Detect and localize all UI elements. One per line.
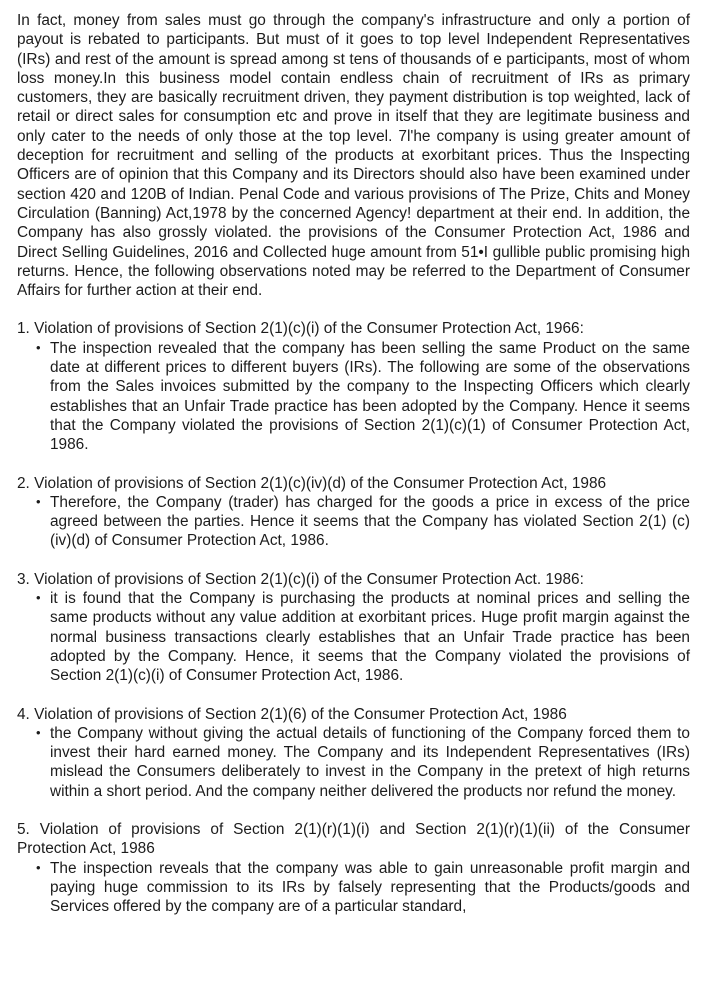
section-3-heading: 3. Violation of provisions of Section 2(1)(c)(i) of the Consumer Protection Act. 1986:	[17, 570, 584, 588]
section-1-heading: 1. Violation of provisions of Section 2(1)(c)(i) of the Consumer Protection Act, 1966:	[17, 320, 584, 338]
section-2-heading: 2. Violation of provisions of Section 2(1)(c)(iv)(d) of the Consumer Protection Act, 1986	[17, 474, 607, 492]
section-2-bullet: • Therefore, the Company (trader) has charged for the goods a price in excess of the price agreed between the parties. Hence it seems that the Company has violated Section 2(1) (c) (iv)(d) of Consumer Protection Act, 1986.	[17, 493, 690, 551]
section-5-bullet-list	[17, 859, 690, 917]
section-4-heading: 4. Violation of provisions of Section 2(1)(6) of the Consumer Protection Act, 1986	[17, 705, 567, 723]
section-1-bullet: • The inspection revealed that the company has been selling the same Product on the same date at different prices to different buyers (IRs). The following are some of the observations from the Sales invoices submitted by the company to the Inspecting Officers which clearly establishes that an Unfair Trade practice has been adopted by the Company. Hence it seems that the Company violated the provisions of Section 2(1)(c)(1) of Consumer Protection Act, 1986.	[17, 339, 690, 455]
violation-section-1	[17, 319, 690, 454]
violation-section-5	[17, 820, 690, 916]
section-3-bullet-list	[17, 589, 690, 685]
violation-section-4	[17, 705, 690, 801]
section-4-bullet-list	[17, 724, 690, 801]
section-5-bullet: • The inspection reveals that the company was able to gain unreasonable profit margin and paying huge commission to its IRs by falsely representing that the Products/goods and Services offered by the company are of a particular standard,	[17, 859, 690, 917]
intro-paragraph: In fact, money from sales must go through the company's infrastructure and only a portion of payout is rebated to participants. But must of it goes to top level Independent Representatives (IRs) and rest of the amount is spread among st tens of thousands of e participants, most of whom loss money.In this business model contain endless chain of recruitment of IRs as primary customers, they are basically recruitment driven, they payment distribution is top weighted, lack of retail or direct sales for consumption etc and prove in itself that they are legitimate business and only cater to the needs of only those at the top level. 7l'he company is using greater amount of deception for recruitment and selling of the products at exorbitant prices. Thus the Inspecting Officers are of opinion that this Company and its Directors should also have been examined under section 420 and 120B of Indian. Penal Code and various provisions of The Prize, Chits and Money Circulation (Banning) Act,1978 by the concerned Agency! department at their end. In addition, the Company has also grossly violated. the provisions of the Consumer Protection Act, 1986 and Direct Selling Guidelines, 2016 and Collected huge amount from 51•I gullible public promising high returns. Hence, the following observations noted may be referred to the Department of Consumer Affairs for further action at their end.	[17, 12, 690, 300]
section-3-bullet: • it is found that the Company is purchasing the products at nominal prices and selling the same products without any value addition at exorbitant prices. Huge profit margin against the normal business transactions clearly establishes that an Unfair Trade practice has been adopted by the Company. Hence, it seems that the Company violated the provisions of Section 2(1)(c)(i) of Consumer Protection Act, 1986.	[17, 589, 690, 685]
violation-section-2	[17, 474, 690, 551]
section-5-heading: 5. Violation of provisions of Section 2(1)(r)(1)(i) and Section 2(1)(r)(1)(ii) of the Consumer Protection Act, 1986	[17, 820, 690, 858]
section-1-bullet-list	[17, 339, 690, 455]
section-2-bullet-list	[17, 493, 690, 551]
violation-section-3	[17, 570, 690, 686]
section-4-bullet: • the Company without giving the actual details of functioning of the Company forced them to invest their hard earned money. The Company and its Independent Representatives (IRs) mislead the Consumers deliberately to invest in the Company in the pretext of high returns within a short period. And the company neither delivered the products nor refund the money.	[17, 724, 690, 801]
